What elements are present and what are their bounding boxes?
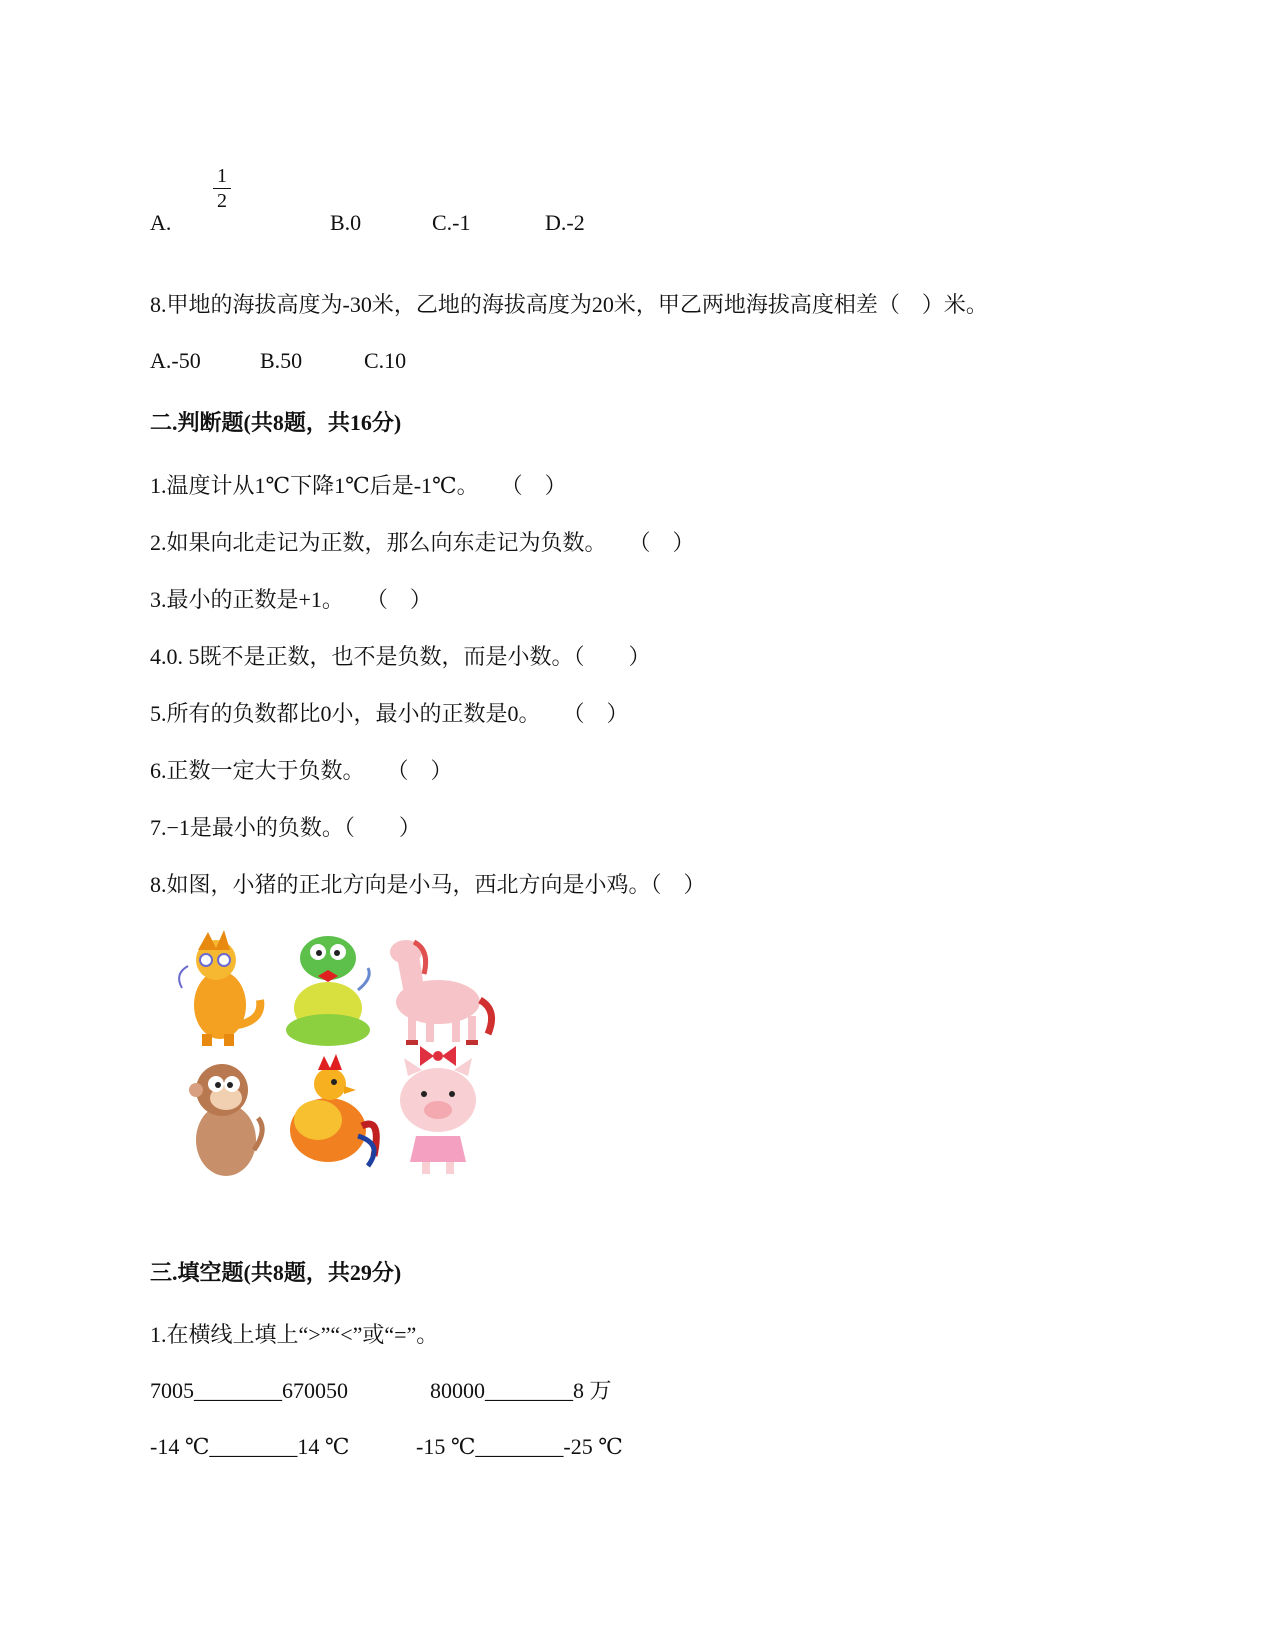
fill-row1-right: 80000________8 万 — [430, 1378, 612, 1403]
q8-text: 8.甲地的海拔高度为-30米，乙地的海拔高度为20米，甲乙两地海拔高度相差（ ）米。 — [150, 292, 988, 317]
tf-item-5: 5.所有的负数都比0小，最小的正数是0。 （ ） — [150, 701, 629, 726]
q8-option-c: C.10 — [364, 348, 407, 373]
q8-option-a: A.-50 — [150, 348, 201, 373]
fraction-denominator: 2 — [217, 190, 227, 212]
q7-option-d: D.-2 — [545, 210, 585, 235]
animal-figure — [168, 930, 528, 1200]
q7-option-a-fraction — [212, 165, 232, 212]
q7-option-c: C.-1 — [432, 210, 471, 235]
fraction-numerator: 1 — [217, 165, 227, 187]
monkey-icon — [189, 1064, 262, 1176]
tf-item-8: 8.如图，小猪的正北方向是小马，西北方向是小鸡。（ ） — [150, 872, 706, 897]
fill-row2-left: -14 ℃________14 ℃ — [150, 1434, 350, 1459]
tf-item-7: 7.−1是最小的负数。（ ） — [150, 815, 421, 840]
rooster-icon — [290, 1054, 376, 1166]
dragon-icon — [179, 930, 260, 1046]
tf-item-3: 3.最小的正数是+1。 （ ） — [150, 587, 432, 612]
tf-item-2: 2.如果向北走记为正数，那么向东走记为负数。 （ ） — [150, 530, 695, 555]
horse-icon — [390, 940, 492, 1045]
q7-option-b: B.0 — [330, 210, 362, 235]
pig-icon — [400, 1046, 476, 1174]
tf-item-1: 1.温度计从1℃下降1℃后是-1℃。 （ ） — [150, 473, 567, 498]
q7-option-a-label: A. — [150, 210, 172, 235]
fill-row2-right: -15 ℃________-25 ℃ — [416, 1434, 623, 1459]
section3-title: 三.填空题(共8题，共29分) — [150, 1260, 402, 1285]
tf-item-6: 6.正数一定大于负数。 （ ） — [150, 758, 453, 783]
tf-item-4: 4.0. 5既不是正数，也不是负数，而是小数。（ ） — [150, 644, 651, 669]
section2-title: 二.判断题(共8题，共16分) — [150, 410, 402, 435]
fill-q1-text: 1.在横线上填上“>”“<”或“=”。 — [150, 1322, 439, 1347]
fraction-bar — [213, 188, 231, 189]
q8-option-b: B.50 — [260, 348, 303, 373]
fill-row1-left: 7005________670050 — [150, 1378, 348, 1403]
snake-icon — [286, 936, 370, 1046]
